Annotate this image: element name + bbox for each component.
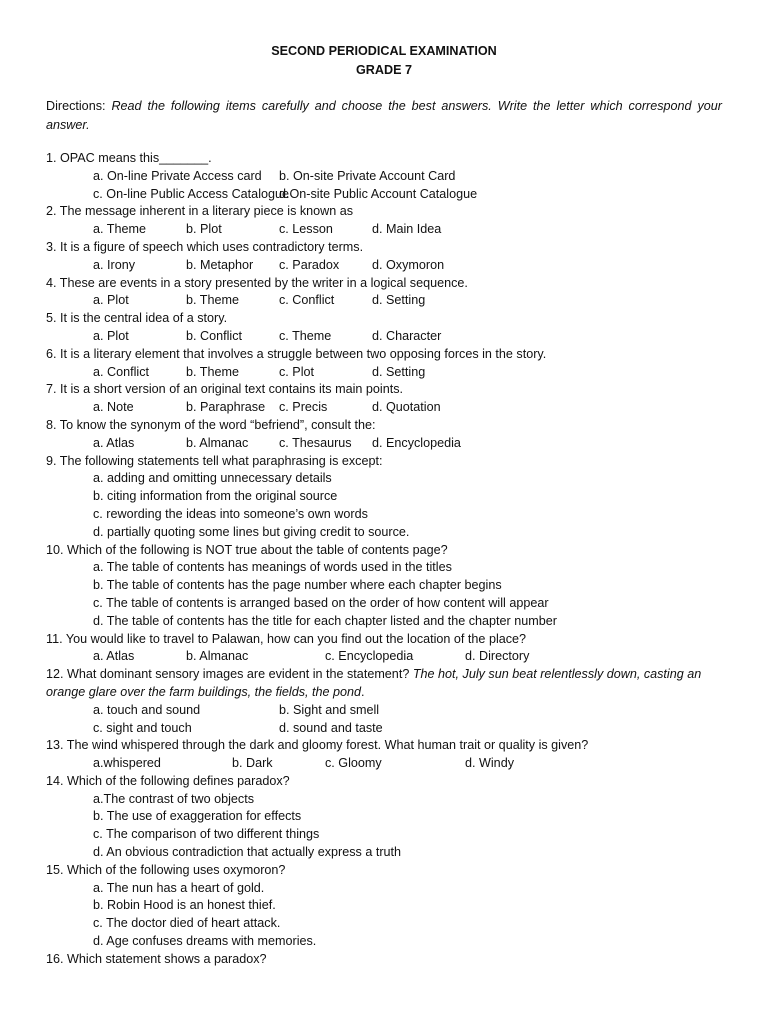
option-row	[46, 186, 736, 204]
answer-option: a. Atlas	[93, 649, 135, 664]
question-text: 7. It is a short version of an original text contains its main points.	[46, 382, 403, 397]
option-row	[46, 524, 736, 542]
answer-option: b. Theme	[186, 293, 239, 308]
question-text: 12. What dominant sensory images are evident in the statement?	[46, 667, 410, 682]
answer-option: a. Irony	[93, 257, 135, 272]
answer-option: c. Paradox	[279, 257, 340, 272]
option-row	[46, 720, 736, 738]
answer-option: d. Setting	[372, 364, 426, 379]
answer-option: a. On-line Private Access card	[93, 168, 262, 183]
option-row	[46, 257, 736, 275]
directions-text: Read the following items carefully and choose the best answers. Write the letter which correspond your answer.	[46, 99, 722, 132]
answer-option: d. Age confuses dreams with memories.	[93, 934, 317, 949]
answer-option: b. The table of contents has the page number where each chapter begins	[93, 578, 502, 593]
question-list	[46, 150, 736, 969]
option-row	[46, 915, 736, 933]
option-row	[46, 808, 736, 826]
answer-option: a. Theme	[93, 222, 146, 237]
question-text: 13. The wind whispered through the dark and gloomy forest. What human trait or quality is given?	[46, 738, 589, 753]
answer-option: c. Conflict	[279, 293, 335, 308]
question-stem	[46, 239, 736, 257]
question-stem	[46, 346, 736, 364]
answer-option: c. rewording the ideas into someone’s own words	[93, 506, 368, 521]
answer-option: a.The contrast of two objects	[93, 791, 255, 806]
answer-option: b. Sight and smell	[279, 702, 380, 717]
answer-option: b. Robin Hood is an honest thief.	[93, 898, 276, 913]
option-row	[46, 488, 736, 506]
question-text: 15. Which of the following uses oxymoron?	[46, 862, 286, 877]
question-stem	[46, 275, 736, 293]
option-row	[46, 613, 736, 631]
question-text: 11. You would like to travel to Palawan, how can you find out the location of the place?	[46, 631, 527, 646]
exam-grade: GRADE 7	[356, 63, 412, 77]
question-text: 6. It is a literary element that involves a struggle between two opposing forces in the story.	[46, 346, 547, 361]
answer-option: a. The nun has a heart of gold.	[93, 880, 265, 895]
answer-option: a. Plot	[93, 293, 129, 308]
answer-option: d. Oxymoron	[372, 257, 445, 272]
answer-option: c. On-line Public Access Catalogue	[93, 186, 290, 201]
answer-option: c. Gloomy	[325, 756, 382, 771]
answer-option: b. Almanac	[186, 435, 249, 450]
answer-option: a. touch and sound	[93, 702, 201, 717]
question-stem	[46, 737, 736, 755]
answer-option: d. Windy	[465, 756, 514, 771]
question-stem	[46, 773, 736, 791]
answer-option: b. On-site Private Account Card	[279, 168, 456, 183]
question-text: 5. It is the central idea of a story.	[46, 311, 228, 326]
answer-option: b. Plot	[186, 222, 222, 237]
answer-option: c. The comparison of two different things	[93, 827, 320, 842]
option-row	[46, 168, 736, 186]
directions	[46, 97, 722, 135]
answer-option: d.On-site Public Account Catalogue	[279, 186, 478, 201]
option-row	[46, 470, 736, 488]
answer-option: d. Character	[372, 328, 442, 343]
answer-option: c. The table of contents is arranged based on the order of how content will appear	[93, 595, 549, 610]
answer-option: d. Directory	[465, 649, 530, 664]
answer-option: d. Encyclopedia	[372, 435, 461, 450]
option-row	[46, 577, 736, 595]
answer-option: c. Theme	[279, 328, 332, 343]
answer-option: d. partially quoting some lines but giving credit to source.	[93, 524, 410, 539]
question-stem	[46, 381, 736, 399]
option-row	[46, 221, 736, 239]
option-row	[46, 755, 736, 773]
question-stem	[46, 862, 736, 880]
answer-option: a. Atlas	[93, 435, 135, 450]
answer-option: d. sound and taste	[279, 720, 383, 735]
answer-option: b. Metaphor	[186, 257, 254, 272]
question-stem	[46, 542, 736, 560]
answer-option: d. Setting	[372, 293, 426, 308]
question-stem	[46, 150, 736, 168]
option-row	[46, 506, 736, 524]
answer-option: d. An obvious contradiction that actually express a truth	[93, 845, 402, 860]
question-stem	[46, 951, 736, 969]
option-row	[46, 435, 736, 453]
option-row	[46, 328, 736, 346]
answer-option: a. The table of contents has meanings of words used in the titles	[93, 560, 452, 575]
question-text: 16. Which statement shows a paradox?	[46, 951, 267, 966]
option-row	[46, 399, 736, 417]
exam-title: SECOND PERIODICAL EXAMINATION	[271, 44, 497, 58]
option-row	[46, 791, 736, 809]
question-stem	[46, 203, 736, 221]
answer-option: a. Note	[93, 400, 134, 415]
answer-option: c. Encyclopedia	[325, 649, 414, 664]
question-stem	[46, 453, 736, 471]
question-stem	[46, 631, 736, 649]
question-text: 4. These are events in a story presented by the writer in a logical sequence.	[46, 275, 468, 290]
option-row	[46, 292, 736, 310]
answer-option: c. Thesaurus	[279, 435, 352, 450]
answer-option: a.whispered	[93, 756, 161, 771]
answer-option: b. Paraphrase	[186, 400, 266, 415]
option-row	[46, 880, 736, 898]
question-quote: The hot, July sun beat relentlessly down, casting an orange glare over the farm buildings, the fields, the pond	[46, 667, 702, 699]
option-row	[46, 826, 736, 844]
option-row	[46, 595, 736, 613]
answer-option: b. citing information from the original source	[93, 489, 338, 504]
directions-label: Directions:	[46, 99, 106, 113]
question-stem	[46, 310, 736, 328]
question-text: 10. Which of the following is NOT true about the table of contents page?	[46, 542, 448, 557]
question-stem	[46, 417, 736, 435]
answer-option: b. Conflict	[186, 328, 242, 343]
answer-option: c. Precis	[279, 400, 328, 415]
option-row	[46, 702, 736, 720]
option-row	[46, 844, 736, 862]
question-text: 3. It is a figure of speech which uses contradictory terms.	[46, 239, 364, 254]
question-text: 9. The following statements tell what paraphrasing is except:	[46, 453, 383, 468]
answer-option: c. Plot	[279, 364, 314, 379]
option-row	[46, 559, 736, 577]
question-text: 2. The message inherent in a literary piece is known as	[46, 204, 354, 219]
option-row	[46, 364, 736, 382]
answer-option: a. adding and omitting unnecessary details	[93, 471, 332, 486]
question-end: .	[361, 684, 365, 699]
option-row	[46, 648, 736, 666]
answer-option: b. Almanac	[186, 649, 249, 664]
answer-option: c. The doctor died of heart attack.	[93, 916, 281, 931]
question-stem	[46, 666, 736, 702]
answer-option: a. Conflict	[93, 364, 149, 379]
option-row	[46, 897, 736, 915]
answer-option: a. Plot	[93, 328, 129, 343]
answer-option: d. Quotation	[372, 400, 441, 415]
question-text: 1. OPAC means this_______.	[46, 151, 212, 165]
answer-option: d. The table of contents has the title for each chapter listed and the chapter number	[93, 613, 557, 628]
answer-option: d. Main Idea	[372, 222, 442, 237]
answer-option: b. Theme	[186, 364, 239, 379]
option-row	[46, 933, 736, 951]
question-text: 14. Which of the following defines paradox?	[46, 773, 290, 788]
answer-option: c. Lesson	[279, 222, 333, 237]
answer-option: b. Dark	[232, 756, 273, 771]
answer-option: b. The use of exaggeration for effects	[93, 809, 302, 824]
question-text: 8. To know the synonym of the word “befriend”, consult the:	[46, 417, 376, 432]
answer-option: c. sight and touch	[93, 720, 192, 735]
